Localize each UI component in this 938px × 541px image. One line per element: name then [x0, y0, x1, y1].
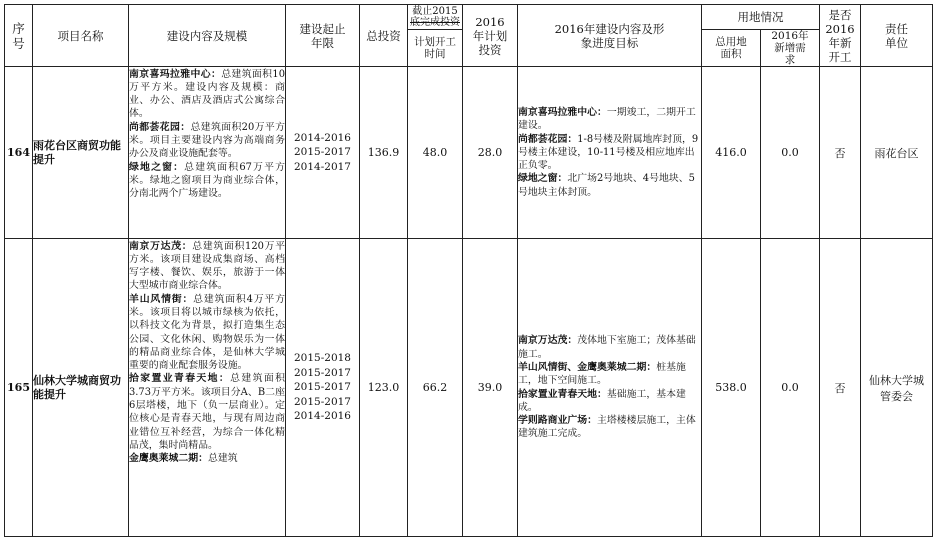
goal-item [518, 362, 686, 386]
goal-title: 拾家置业青春天地： [518, 388, 607, 400]
header-cum2015-mid: 底完成投资 [410, 17, 460, 28]
row-content [129, 239, 286, 537]
content-text: 总建筑面积67万平方米。绿地之窗项目为商业综合体，分南北两个广场建设。 [129, 161, 285, 200]
row-land-new: 0.0 [761, 239, 820, 537]
row-responsible: 仙林大学城管委会 [861, 239, 933, 537]
content-item [129, 69, 285, 120]
goal-text: 1-8号楼及附属地库封顶，9号楼主体建设，10-11号楼及相应地库出正负零。 [518, 133, 699, 172]
year-range: 2015-2017 [294, 395, 351, 408]
row-land-total: 416.0 [702, 67, 761, 239]
row-goal2016 [518, 239, 702, 537]
goal-item [518, 335, 696, 359]
row-project-name: 仙林大学城商贸功能提升 [33, 239, 129, 537]
year-range: 2014-2016 [294, 131, 351, 144]
header-project-name: 项目名称 [33, 5, 129, 67]
header-seq: 序号 [5, 5, 33, 67]
row-cum2015: 48.0 [408, 67, 463, 239]
row-land-total: 538.0 [702, 239, 761, 537]
goal-title: 南京喜玛拉雅中心： [518, 106, 607, 118]
content-title: 尚都荟花园： [129, 121, 191, 133]
content-title: 南京万达茂： [129, 240, 193, 252]
row-cum2015: 66.2 [408, 239, 463, 537]
goal-item [518, 415, 696, 439]
row-seq: 165 [5, 239, 33, 537]
goal-text: 桩基施工，地下空间施工。 [518, 361, 686, 387]
content-item [129, 453, 238, 464]
table-row [5, 67, 933, 239]
content-text: 总建筑 [208, 453, 238, 465]
goal-text: 一期竣工，二期开工建设。 [518, 106, 696, 132]
goal-item [518, 173, 695, 197]
header-is-new: 是否2016年新开工 [820, 5, 861, 67]
goal-text: 主塔楼楼层施工，主体建筑施工完成。 [518, 415, 696, 440]
row-is-new: 否 [820, 67, 861, 239]
row-content [129, 67, 286, 239]
content-title: 拾家置业青春天地： [129, 373, 231, 385]
goal-text: 北广场2号地块、4号地块、5号地块主体封顶。 [518, 173, 695, 198]
content-item [129, 373, 285, 450]
content-title: 金鹰奥莱城二期： [129, 453, 209, 465]
header-inv2016: 2016年计划投资 [463, 5, 518, 67]
table-row [5, 239, 933, 537]
content-title: 羊山风情街： [129, 293, 194, 305]
row-responsible: 雨花台区 [861, 67, 933, 239]
year-range: 2015-2018 [294, 352, 351, 365]
header-content-scale: 建设内容及规模 [129, 5, 286, 67]
goal-title: 学则路商业广场： [518, 415, 598, 427]
row-is-new: 否 [820, 239, 861, 537]
goal-item [518, 134, 698, 172]
goal-title: 绿地之窗： [518, 173, 568, 185]
goal-text: 基础施工，基本建成。 [518, 388, 686, 413]
row-project-name: 雨花台区商贸功能提升 [33, 67, 129, 239]
year-range: 2014-2016 [294, 410, 351, 423]
content-item [129, 294, 285, 371]
project-table [4, 4, 933, 537]
year-range: 2015-2017 [294, 381, 351, 394]
header-cum2015-sub: 计划开工时间 [408, 30, 463, 67]
header-land-group: 用地情况 [702, 5, 820, 30]
content-text: 总建筑面积20万平方米。项目主要建设内容为高端商务办公及商业设施配套等。 [129, 121, 285, 160]
row-total-investment: 136.9 [360, 67, 408, 239]
header-land-new: 2016年新增需求 [761, 30, 820, 67]
header-cum2015 [408, 5, 463, 30]
investment-plan-table [4, 4, 932, 536]
header-total-investment: 总投资 [360, 5, 408, 67]
year-range: 2014-2017 [294, 160, 351, 173]
row-years [286, 67, 360, 239]
goal-title: 南京万达茂： [518, 335, 578, 347]
row-years [286, 239, 360, 537]
goal-item [518, 389, 686, 413]
content-text: 总建筑面积120万平方米。该项目建设成集商场、高档写字楼、餐饮、娱乐，旅游于一体大型城市商业综合体。 [129, 240, 285, 292]
row-seq: 164 [5, 67, 33, 239]
row-inv2016: 39.0 [463, 239, 518, 537]
goal-text: 茂体地下室施工；茂体基础施工。 [518, 335, 696, 360]
content-text: 总建筑面积4万平方米。该项目将以城市绿核为依托，以科技文化为背景，拟打造集生态公园、文化休闲、购物娱乐为一体的精品商业综合体，是仙林大学城重要的商业配套服务设施。 [129, 293, 285, 372]
content-item [129, 241, 285, 292]
header-goal2016: 2016年建设内容及形象进度目标 [518, 5, 702, 67]
goal-title: 羊山风情街、金鹰奥莱城二期： [518, 361, 657, 373]
content-text: 总建筑面积3.73万平方米。该项目分A、B二座6层塔楼，地下（负一层商业）。定位核心是青春天地，与现有周边商业错位互补经营，为综合一体化精品茂，集时尚精品。 [129, 373, 285, 451]
row-total-investment: 123.0 [360, 239, 408, 537]
year-range: 2015-2017 [294, 146, 351, 159]
content-text: 总建筑面积10万平方米。建设内容及规模：商业、办公、酒店及酒店式公寓综合体。 [129, 68, 285, 120]
goal-item [518, 107, 696, 131]
row-inv2016: 28.0 [463, 67, 518, 239]
content-title: 南京喜玛拉雅中心： [129, 68, 222, 80]
goal-title: 尚都荟花园： [518, 133, 578, 145]
header-cum2015-top: 截止2015 [412, 6, 458, 17]
row-land-new: 0.0 [761, 67, 820, 239]
content-item [129, 122, 285, 160]
header-responsible: 责任单位 [861, 5, 933, 67]
content-item [129, 162, 285, 200]
header-land-total: 总用地面积 [702, 30, 761, 67]
year-range: 2015-2017 [294, 366, 351, 379]
row-goal2016 [518, 67, 702, 239]
content-title: 绿地之窗： [129, 161, 185, 173]
header-period: 建设起止年限 [286, 5, 360, 67]
